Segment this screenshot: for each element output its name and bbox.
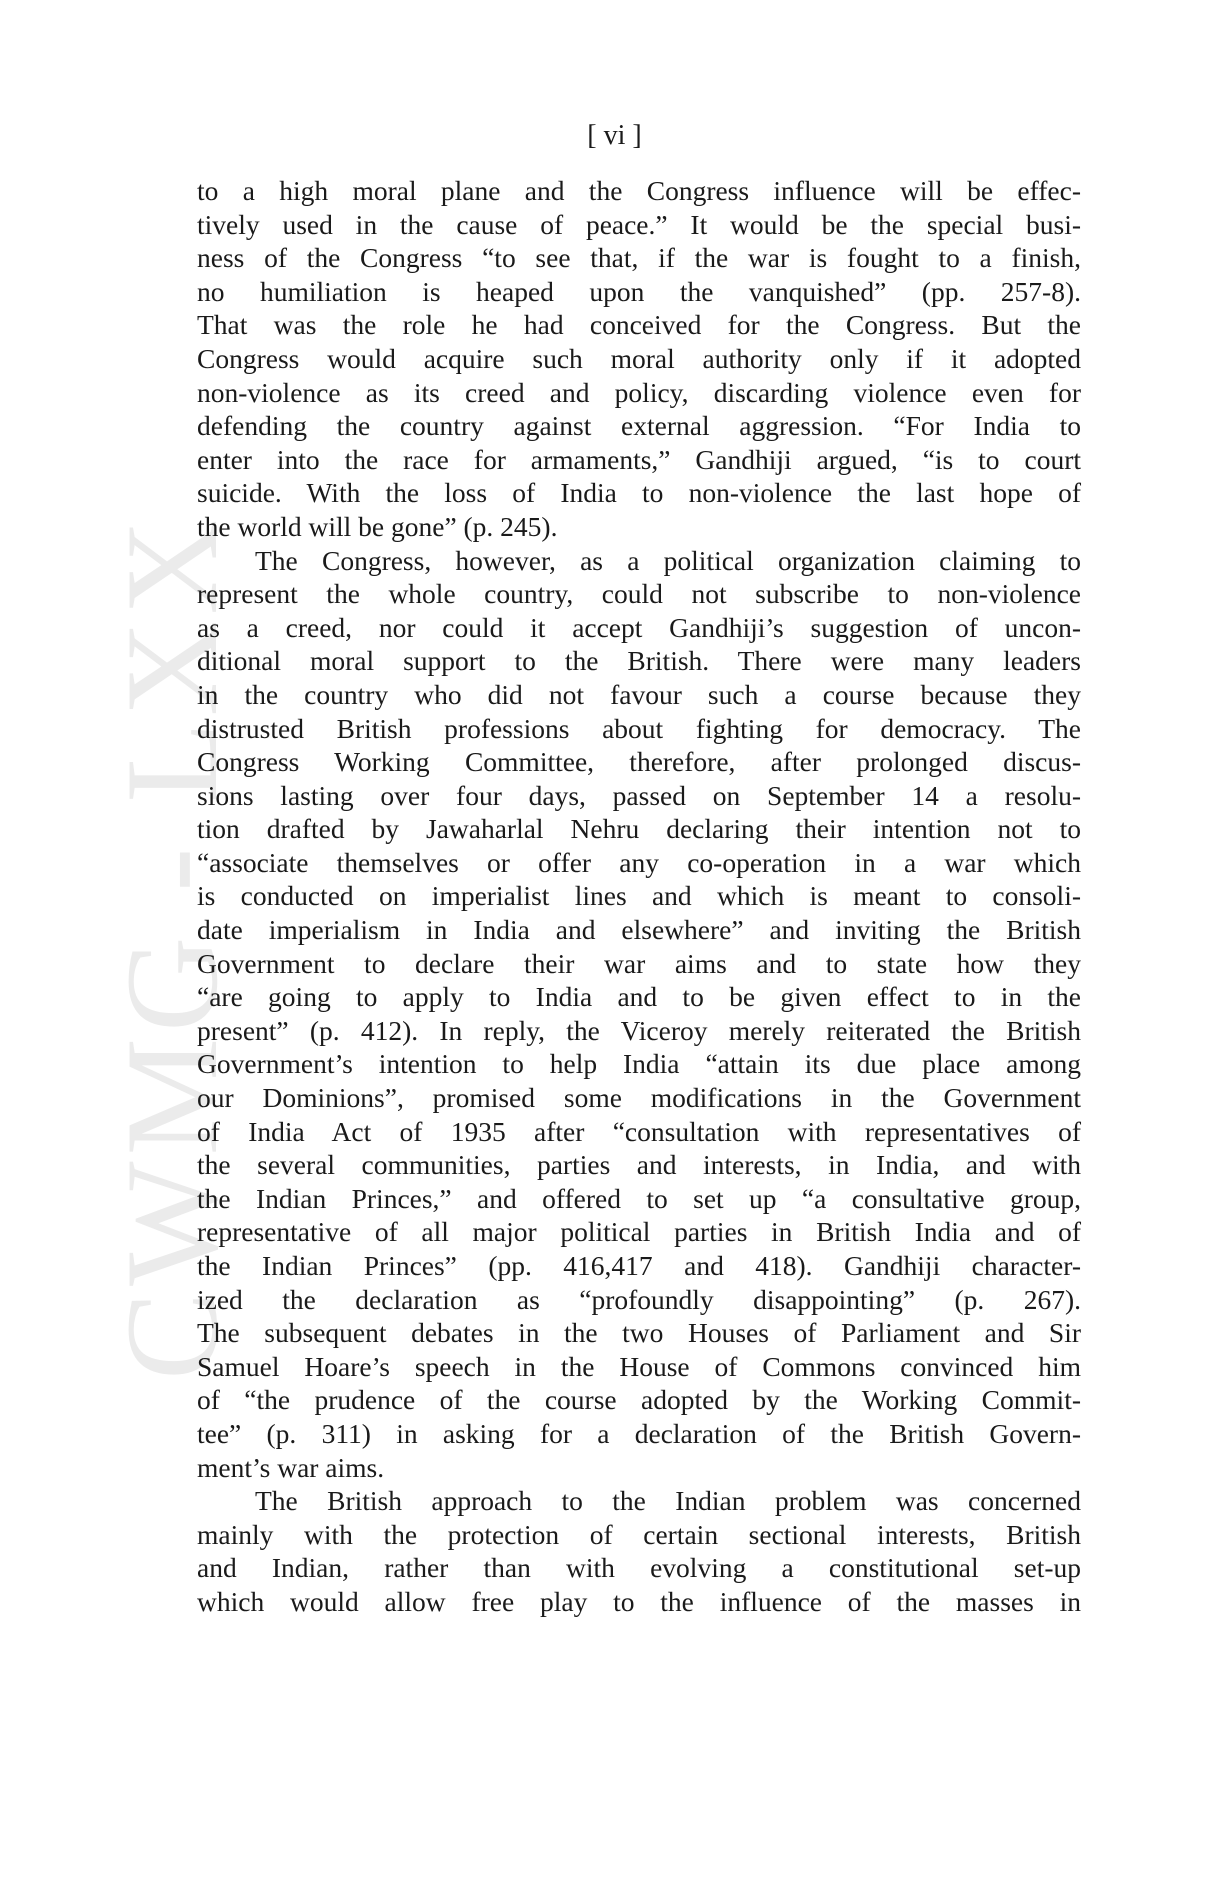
text-line: date imperialism in India and elsewhere” and inviting the British (197, 914, 1081, 946)
watermark: CWMG - LXX (98, 513, 245, 1380)
text-line: of “the prudence of the course adopted by the Working Commit- (197, 1384, 1081, 1416)
text-line: The Congress, however, as a political organization claiming to (255, 544, 1081, 576)
paragraph-3 (197, 1484, 1081, 1618)
text-line: mainly with the protection of certain sectional interests, British (197, 1518, 1081, 1550)
text-line: Congress would acquire such moral authority only if it adopted (197, 342, 1081, 374)
text-line: Samuel Hoare’s speech in the House of Commons convinced him (197, 1350, 1081, 1382)
text-line: represent the whole country, could not subscribe to non-violence (197, 578, 1081, 610)
text-line: to a high moral plane and the Congress influence will be effec- (197, 175, 1081, 206)
text-line: which would allow free play to the influence of the masses in (197, 1585, 1081, 1617)
text-line: “associate themselves or offer any co-operation in a war which (197, 846, 1081, 878)
text-line: the Indian Princes,” and offered to set up “a consultative group, (197, 1182, 1081, 1214)
text-line: Government’s intention to help India “attain its due place among (197, 1048, 1081, 1080)
text-line: ditional moral support to the British. There were many leaders (197, 645, 1081, 677)
text-line: ness of the Congress “to see that, if the war is fought to a finish, (197, 242, 1081, 274)
text-line: our Dominions”, promised some modifications in the Government (197, 1082, 1081, 1114)
text-line: non-violence as its creed and policy, discarding violence even for (197, 376, 1081, 408)
text-line: as a creed, nor could it accept Gandhiji’s suggestion of uncon- (197, 611, 1081, 643)
text-line: the world will be gone” (p. 245). (197, 510, 558, 542)
paragraph-1 (197, 174, 1081, 544)
text-line: distrusted British professions about fighting for democracy. The (197, 712, 1081, 744)
text-line: the several communities, parties and interests, in India, and with (197, 1149, 1081, 1181)
text-line: enter into the race for armaments,” Gandhiji argued, “is to court (197, 443, 1081, 475)
text-line: That was the role he had conceived for the Congress. But the (197, 309, 1081, 341)
text-line: no humiliation is heaped upon the vanquished” (pp. 257-8). (197, 275, 1081, 307)
page-number: [ vi ] (587, 120, 642, 151)
text-line: Government to declare their war aims and to state how they (197, 947, 1081, 979)
text-line: tively used in the cause of peace.” It would be the special busi- (197, 208, 1081, 240)
text-line: of India Act of 1935 after “consultation with representatives of (197, 1115, 1081, 1147)
text-line: ized the declaration as “profoundly disappointing” (p. 267). (197, 1283, 1081, 1315)
text-line: and Indian, rather than with evolving a constitutional set-up (197, 1552, 1081, 1584)
text-line: is conducted on imperialist lines and which is meant to consoli- (197, 880, 1081, 912)
text-line: The subsequent debates in the two Houses of Parliament and Sir (197, 1317, 1081, 1349)
body-text (197, 174, 1081, 1619)
text-line: the Indian Princes” (pp. 416,417 and 418). Gandhiji character- (197, 1250, 1081, 1281)
text-line: “are going to apply to India and to be given effect to in the (197, 981, 1081, 1013)
text-line: suicide. With the loss of India to non-violence the last hope of (197, 477, 1081, 509)
text-line: sions lasting over four days, passed on September 14 a resolu- (197, 779, 1081, 811)
text-line: The British approach to the Indian problem was concerned (255, 1485, 1081, 1517)
text-line: tion drafted by Jawaharlal Nehru declaring their intention not to (197, 813, 1081, 845)
paragraph-2 (197, 544, 1081, 1485)
text-line: tee” (p. 311) in asking for a declaration of the British Govern- (197, 1417, 1081, 1449)
text-line: in the country who did not favour such a course because they (197, 678, 1081, 710)
text-line: representative of all major political parties in British India and of (197, 1216, 1081, 1248)
text-line: Congress Working Committee, therefore, after prolonged discus- (197, 746, 1081, 778)
text-line: ment’s war aims. (197, 1451, 385, 1483)
text-line: present” (p. 412). In reply, the Viceroy merely reiterated the British (197, 1014, 1081, 1046)
text-line: defending the country against external aggression. “For India to (197, 410, 1081, 442)
